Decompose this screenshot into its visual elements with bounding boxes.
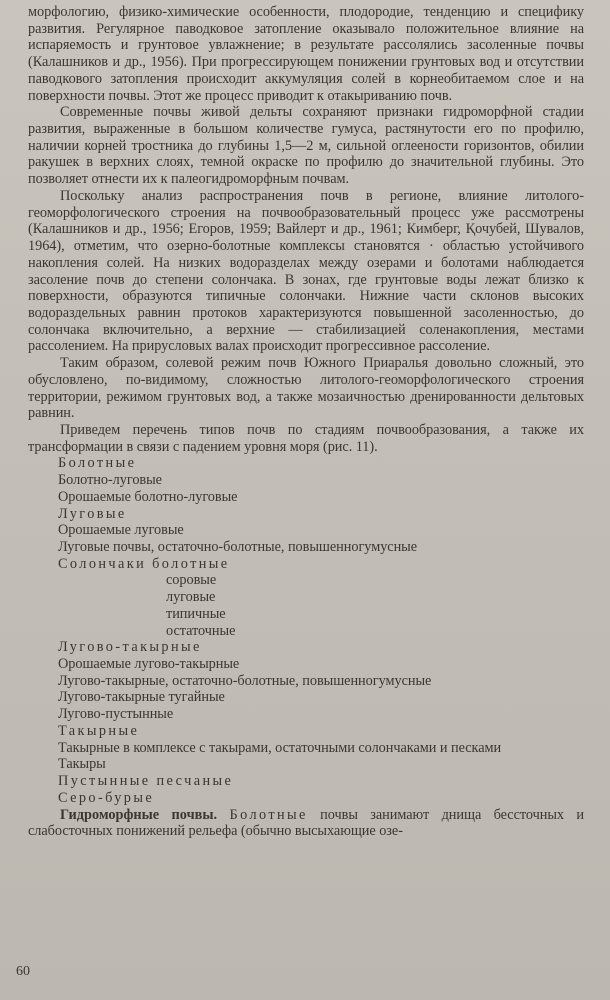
list-item: Серо-бурые xyxy=(58,789,155,806)
final-paragraph xyxy=(28,807,584,840)
paragraph-1: морфологию, физико-химические особенности, плодородие, тенденцию и специфику развития. Регулярное паводковое затопление оказывало положительное влияние на испаряемость и грунтовое увлажнение; в результате рассолялись засоленные почвы (Калашников и др., 1956). При прогрессирующем понижении грунтовых вод и отсутствии паводкового затопления происходит аккумуляция солей в корнеобитаемом слое и на поверхности почвы. Этот же процесс приводит к отакыриванию почв. xyxy=(28,4,584,104)
paragraph-4: Таким образом, солевой режим почв Южного Приаралья довольно сложный, это обусловлено, по-видимому, сложностью литолого-геоморфологического строения территории, режимом грунтовых вод, а также мозаичностью дренированности дельтовых равнин. xyxy=(28,355,584,422)
list-item: Такырные в комплексе с такырами, остаточными солончаками и песками xyxy=(58,739,502,756)
spaced-term: Болотные xyxy=(229,806,308,823)
list-item: Лугово-такырные, остаточно-болотные, повышенногумусные xyxy=(58,672,432,689)
list-item: Болотно-луговые xyxy=(58,472,162,489)
page-text-block xyxy=(28,4,584,840)
list-item: Орошаемые лугово-такырные xyxy=(58,656,240,673)
paragraph-2: Современные почвы живой дельты сохраняют признаки гидроморфной стадии развития, выраженные в большом количестве гумуса, растянутости его по профилю, наличии корней тростника до глубины 1,5—2 м, сильной оглеености горизонтов, обилии ракушек в верхних слоях, темной окраске по профилю до значительной глубины. Это позволяет отнести их к палеогидроморфным почвам. xyxy=(28,104,584,188)
list-item: типичные xyxy=(166,605,226,622)
final-paragraph-text: почвы занимают днища бессточных и слабосточных понижений рельефа (обычно высыхающие озе- xyxy=(28,806,584,840)
list-item: Луговые xyxy=(58,505,127,522)
paragraph-3: Поскольку анализ распространения почв в регионе, влияние литолого-геоморфологического строения на почвообразовательный процесс уже рассмотрены (Калашников и др., 1956; Егоров, 1959; Вайлерт и др., 1961; Кимберг, Қочубей, Шувалов, 1964), отметим, что озерно-болотные комплексы становятся · областью устойчивого накопления солей. На низких водоразделах между озерами и болотами наблюдается засоление почв до степени солончака. В зонах, где грунтовые воды лежат близко к поверхности, образуются типичные солончаки. Нижние части склонов высоких водораздельных равнин протоков характеризуются повышенной засоленностью, до солончака включительно, а верхние — стабилизацией соленакопления, местами рассолением. На прирусловых валах происходит прогрессивное рассоление. xyxy=(28,187,584,355)
list-item: Лугово-такырные xyxy=(58,639,202,656)
list-item: Такыры xyxy=(58,756,106,773)
section-heading: Гидроморфные почвы. xyxy=(60,806,218,823)
soil-types-list xyxy=(28,455,584,806)
list-item: Лугово-такырные тугайные xyxy=(58,689,225,706)
list-item: Луговые почвы, остаточно-болотные, повышенногумусные xyxy=(58,539,418,555)
list-item: остаточные xyxy=(166,622,236,639)
list-item: луговые xyxy=(166,589,216,606)
list-item: Такырные xyxy=(58,722,140,739)
page-number: 60 xyxy=(16,964,30,979)
list-item: Болотные xyxy=(58,455,137,472)
list-item: Лугово-пустынные xyxy=(58,706,174,723)
list-item: Орошаемые болотно-луговые xyxy=(58,488,238,505)
list-item: Солончаки болотные xyxy=(58,555,230,572)
paragraph-5: Приведем перечень типов почв по стадиям почвообразования, а также их трансформации в связи с падением уровня моря (рис. 11). xyxy=(28,421,584,455)
list-item: Орошаемые луговые xyxy=(58,522,184,539)
list-item: Пустынные песчаные xyxy=(58,773,234,790)
list-item: соровые xyxy=(166,572,217,589)
